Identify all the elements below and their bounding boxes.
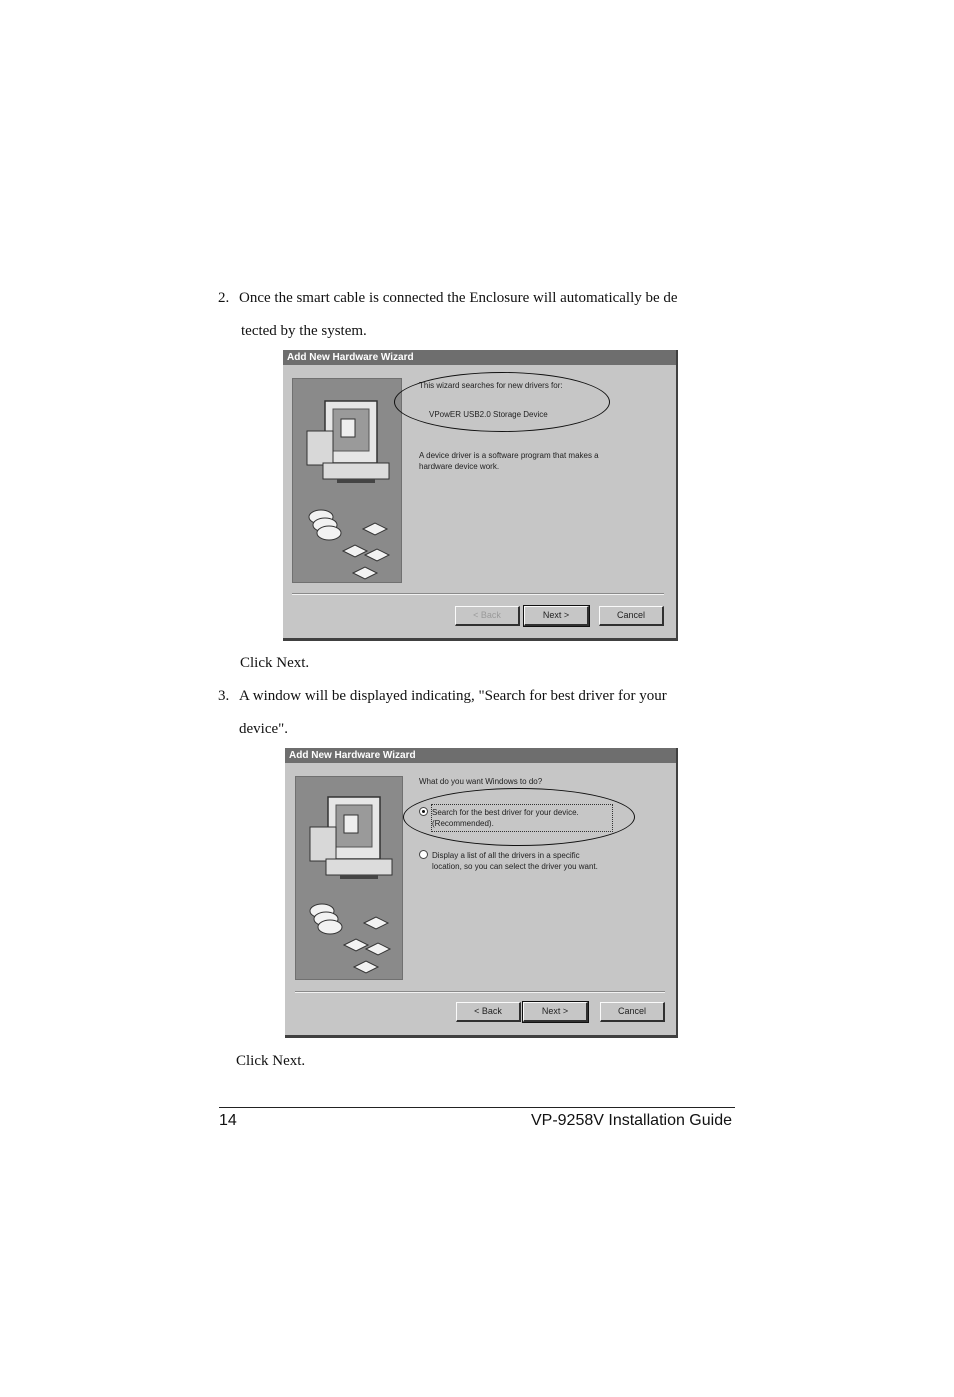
radio-unselected-icon[interactable] xyxy=(419,850,428,859)
highlight-ellipse-2 xyxy=(403,788,635,846)
dialog-1-title: Add New Hardware Wizard xyxy=(283,350,676,365)
step-3-click-next: Click Next. xyxy=(236,1053,306,1069)
cancel-button[interactable]: Cancel xyxy=(599,606,664,626)
cancel-button-2[interactable]: Cancel xyxy=(600,1002,665,1022)
step-2-line1 xyxy=(218,291,678,306)
computer-cd-illustration-icon-2 xyxy=(296,777,402,979)
guide-title: VP-9258V Installation Guide xyxy=(530,1112,732,1129)
dialog-2-question: What do you want Windows to do? xyxy=(419,777,543,786)
wizard-side-panel-1 xyxy=(292,378,402,583)
back-button-2[interactable]: < Back xyxy=(456,1002,521,1022)
step-2-line2: tected by the system. xyxy=(241,323,367,339)
highlight-ellipse-1 xyxy=(394,372,610,432)
step-2-number: 2. xyxy=(218,290,230,306)
option-1-line1: Search for the best driver for your device. xyxy=(432,808,579,817)
dialog-1-intro: This wizard searches for new drivers for: xyxy=(419,381,563,390)
option-1-line2: (Recommended). xyxy=(432,819,494,828)
dialog-1-separator xyxy=(292,593,664,595)
step-3-line2: device". xyxy=(239,721,289,737)
next-button[interactable]: Next > xyxy=(524,606,589,626)
step-2-text: Once the smart cable is connected the Enclosure will automatically be de xyxy=(239,290,678,306)
step-2-click-next: Click Next. xyxy=(240,655,310,671)
back-button[interactable]: < Back xyxy=(455,606,520,626)
computer-cd-illustration-icon xyxy=(293,379,401,582)
dialog-1-desc-line1: A device driver is a software program that makes a xyxy=(419,451,599,460)
dialog-1-desc-line2: hardware device work. xyxy=(419,462,500,471)
wizard-side-panel-2 xyxy=(295,776,403,980)
step-3-number: 3. xyxy=(218,688,230,704)
dialog-2-title: Add New Hardware Wizard xyxy=(285,748,676,763)
step-3-text: A window will be displayed indicating, "Search for best driver for your xyxy=(239,688,667,704)
next-button-2[interactable]: Next > xyxy=(523,1002,588,1022)
step-3-line1 xyxy=(218,689,667,704)
dialog-2-separator xyxy=(295,991,665,993)
dialog-1-device-name: VPowER USB2.0 Storage Device xyxy=(429,410,548,419)
page-number: 14 xyxy=(219,1112,237,1129)
footer-rule xyxy=(219,1107,735,1108)
option-2-line2: location, so you can select the driver you want. xyxy=(432,862,598,871)
option-display-driver-list[interactable] xyxy=(419,850,580,861)
option-2-line1: Display a list of all the drivers in a specific xyxy=(432,851,580,860)
